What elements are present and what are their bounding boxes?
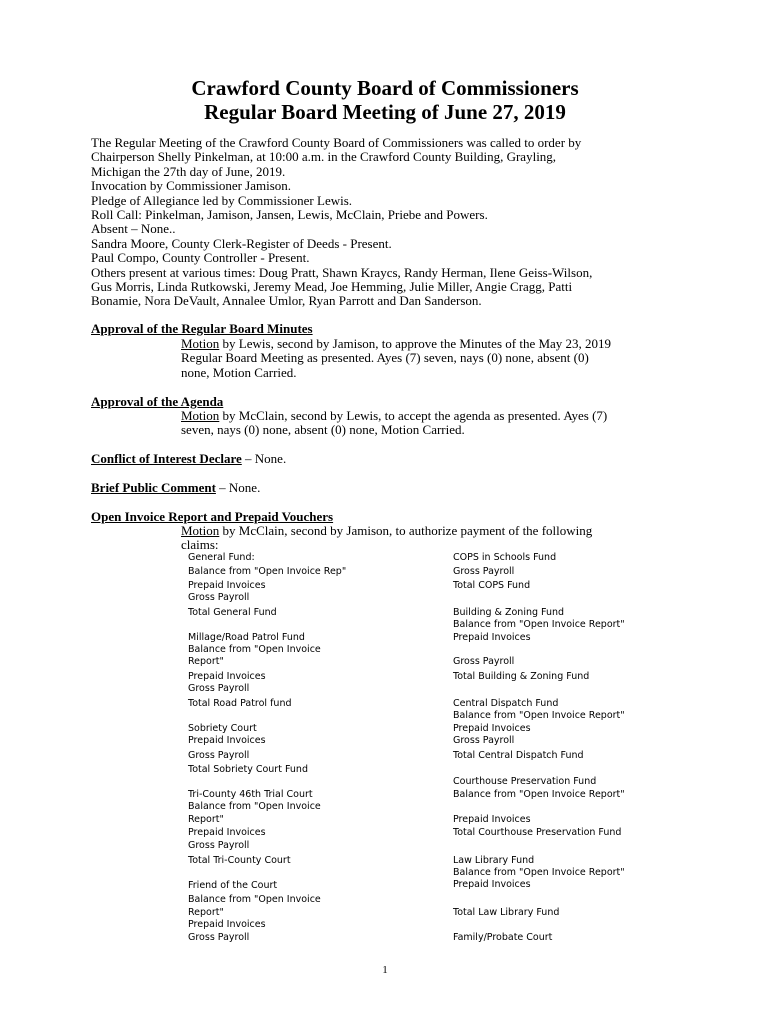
fund-line-label: Balance from "Open Invoice Rep" (188, 566, 347, 577)
fund-line-label: Total Courthouse Preservation Fund (453, 827, 622, 838)
fund-line-label: Total Road Patrol fund (188, 698, 292, 709)
fund-line-label: Balance from "Open Invoice Report" (453, 789, 625, 800)
conflict-heading: Conflict of Interest Declare (91, 451, 242, 466)
fund-line-label: Prepaid Invoices (453, 723, 531, 734)
fund-line-label: Family/Probate Court (453, 932, 553, 943)
public-comment-section (91, 481, 260, 495)
fund-line-label: Friend of the Court (188, 880, 278, 891)
invoice-motion-line-2: claims: (181, 537, 219, 553)
intro-line: Chairperson Shelly Pinkelman, at 10:00 a.m. in the Crawford County Building, Grayling, (91, 149, 557, 165)
motion-label: Motion (181, 523, 220, 538)
intro-paragraph (91, 136, 691, 309)
fund-line-label: Gross Payroll (188, 840, 250, 851)
fund-line-label: Total Sobriety Court Fund (188, 764, 308, 775)
intro-line: Pledge of Allegiance led by Commissioner Lewis. (91, 192, 353, 208)
motion-text: by McClain, second by Lewis, to accept the agenda as presented. Ayes (7) (219, 408, 608, 423)
intro-line: Michigan the 27th day of June, 2019. (91, 163, 286, 179)
fund-line-label: Total COPS Fund (453, 580, 531, 591)
motion-text: by McClain, second by Jamison, to authorize payment of the following (219, 523, 593, 538)
invoice-motion (181, 524, 681, 553)
minutes-heading (91, 322, 313, 336)
agenda-motion (181, 409, 681, 438)
fund-line-label: Prepaid Invoices (188, 671, 266, 682)
intro-line: Others present at various times: Doug Pratt, Shawn Kraycs, Randy Herman, Ilene Geiss-Wilson, (91, 264, 593, 280)
fund-line-label: Prepaid Invoices (188, 827, 266, 838)
fund-line-label: Sobriety Court (188, 723, 257, 734)
fund-line-label: Balance from "Open Invoice Report" (453, 867, 625, 878)
intro-line: Invocation by Commissioner Jamison. (91, 178, 292, 194)
fund-line-label: Prepaid Invoices (453, 632, 531, 643)
fund-line-label: Central Dispatch Fund (453, 698, 559, 709)
invoice-motion-line-1 (181, 524, 681, 538)
fund-line-label: Prepaid Invoices (453, 879, 531, 890)
fund-line-label: Report" (188, 907, 224, 918)
intro-line: Paul Compo, County Controller - Present. (91, 250, 310, 266)
fund-line-label: Balance from "Open Invoice (188, 894, 321, 905)
intro-line: Absent – None.. (91, 221, 176, 237)
conflict-text: – None. (241, 451, 287, 466)
fund-line-label: Balance from "Open Invoice Report" (453, 710, 625, 721)
fund-line-label: Total Law Library Fund (453, 907, 560, 918)
fund-line-label: Balance from "Open Invoice (188, 801, 321, 812)
intro-line: The Regular Meeting of the Crawford County Board of Commissioners was called to order by (91, 135, 582, 150)
fund-line-label: Tri-County 46th Trial Court (188, 789, 313, 800)
intro-line: Sandra Moore, County Clerk-Register of Deeds - Present. (91, 235, 392, 251)
minutes-heading-text: Approval of the Regular Board Minutes (91, 321, 313, 336)
motion-label: Motion (181, 336, 220, 351)
motion-text: by Lewis, second by Jamison, to approve the Minutes of the May 23, 2019 (219, 336, 612, 351)
conflict-section (91, 452, 286, 466)
minutes-motion-line-1 (181, 337, 681, 351)
public-comment-text: – None. (215, 480, 261, 495)
minutes-motion-line-3: none, Motion Carried. (181, 364, 297, 380)
fund-line-label: Prepaid Invoices (188, 735, 266, 746)
fund-line-label: Total General Fund (188, 607, 277, 618)
fund-line-label: COPS in Schools Fund (453, 552, 557, 563)
fund-line-label: Gross Payroll (188, 932, 250, 943)
fund-line-label: Balance from "Open Invoice Report" (453, 619, 625, 630)
fund-line-label: Total Building & Zoning Fund (453, 671, 590, 682)
intro-line: Gus Morris, Linda Rutkowski, Jeremy Mead, Joe Hemming, Julie Miller, Angie Cragg, Patti (91, 279, 573, 295)
fund-line-label: Balance from "Open Invoice (188, 644, 321, 655)
agenda-motion-line-1 (181, 409, 681, 423)
intro-line: Bonamie, Nora DeVault, Annalee Umlor, Ryan Parrott and Dan Sanderson. (91, 293, 482, 309)
fund-line-label: Prepaid Invoices (188, 919, 266, 930)
fund-line-label: Gross Payroll (188, 592, 250, 603)
minutes-motion-line-2: Regular Board Meeting as presented. Ayes (7) seven, nays (0) none, absent (0) (181, 350, 589, 366)
public-comment-heading: Brief Public Comment (91, 480, 216, 495)
page-number: 1 (382, 964, 388, 976)
fund-line-label: Prepaid Invoices (188, 580, 266, 591)
fund-line-label: Gross Payroll (188, 750, 250, 761)
motion-label: Motion (181, 408, 220, 423)
fund-line-label: General Fund: (188, 552, 255, 563)
intro-line: Roll Call: Pinkelman, Jamison, Jansen, Lewis, McClain, Priebe and Powers. (91, 207, 488, 223)
page-title-line-1: Crawford County Board of Commissioners (191, 76, 579, 100)
minutes-motion (181, 337, 681, 380)
fund-line-label: Gross Payroll (453, 656, 515, 667)
fund-line-label: Gross Payroll (188, 683, 250, 694)
invoice-heading-text: Open Invoice Report and Prepaid Vouchers (91, 509, 334, 524)
fund-line-label: Prepaid Invoices (453, 814, 531, 825)
fund-line-label: Gross Payroll (453, 735, 515, 746)
page-title-line-2: Regular Board Meeting of June 27, 2019 (204, 100, 566, 124)
agenda-heading-text: Approval of the Agenda (91, 394, 224, 409)
fund-line-label: Law Library Fund (453, 855, 535, 866)
fund-line-label: Millage/Road Patrol Fund (188, 632, 305, 643)
fund-line-label: Report" (188, 814, 224, 825)
fund-line-label: Total Tri-County Court (188, 855, 291, 866)
agenda-motion-line-2: seven, nays (0) none, absent (0) none, Motion Carried. (181, 422, 465, 438)
fund-line-label: Courthouse Preservation Fund (453, 776, 597, 787)
fund-line-label: Building & Zoning Fund (453, 607, 565, 618)
fund-line-label: Total Central Dispatch Fund (453, 750, 584, 761)
fund-line-label: Report" (188, 656, 224, 667)
fund-line-label: Gross Payroll (453, 566, 515, 577)
